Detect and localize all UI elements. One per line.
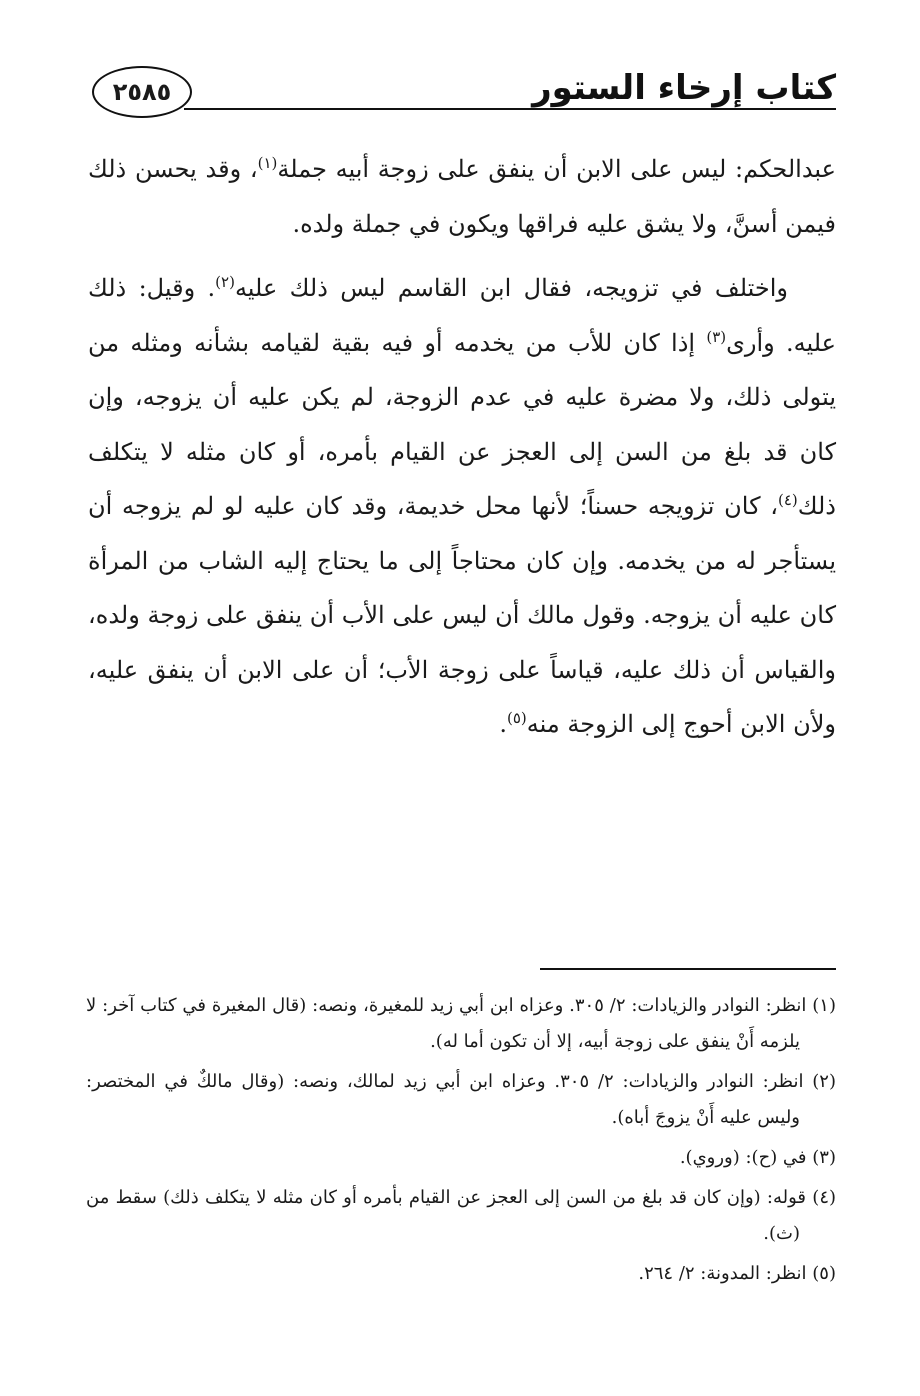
page-header	[84, 62, 836, 124]
paragraph-2	[88, 261, 836, 752]
footnote-ref-3: (٣)	[706, 327, 727, 346]
footnote-ref-4: (٤)	[777, 491, 798, 509]
page-number: ٢٥٨٥	[112, 78, 172, 106]
paragraph-2-text-d: ، كان تزويجه حسناً؛ لأنها محل خديمة، وقد كان عليه لو لم يزوجه أن يستأجر له من يخدمه. وإن كان محتاجاً إلى ما يحتاج إليه الشاب من المرأة كان عليه أن يزوجه. وقول مالك أن ليس على الأب أن ينفق على زوجة ولده، والقياس أن ذلك عليه، قياساً على زوجة الأب؛ أن على الابن أن ينفق عليه، ولأن الابن أحوج إلى الزوجة منه	[88, 492, 836, 738]
header-rule	[184, 108, 836, 110]
paragraph-2-text-c: إذا كان للأب من يخدمه أو فيه بقية لقيامه بشأنه ومثله من يتولى ذلك، ولا مضرة عليه في عدم الزوجة، لم يكن عليه أن يزوجه، وإن كان قد بلغ من السن إلى العجز عن القيام بأمره، أو كان مثله لا يتكلف ذلك	[88, 328, 836, 520]
page-number-oval	[92, 66, 192, 118]
footnote-3: (٣) في (ح): (وروي).	[679, 1147, 836, 1168]
footnote-4: (٤) قوله: (وإن كان قد بلغ من السن إلى العجز عن القيام بأمره أو كان مثله لا يتكلف ذلك) سقط من (ث).	[86, 1187, 837, 1244]
footnote-5: (٥) انظر: المدونة: ٢/ ٢٦٤.	[638, 1263, 836, 1284]
footnote-ref-1: (١)	[257, 154, 278, 172]
paragraph-1-text-a: عبدالحكم: ليس على الابن أن ينفق على زوجة أبيه جملة	[277, 155, 836, 183]
footnote-ref-2: (٢)	[215, 273, 235, 291]
paragraph-2-text-b: . وقيل: ذلك عليه. وأرى	[88, 274, 836, 357]
paragraph-2-text-e: .	[499, 710, 507, 738]
main-text	[88, 142, 836, 752]
footnote-2: (٢) انظر: النوادر والزيادات: ٢/ ٣٠٥. وعزاه ابن أبي زيد لمالك، ونصه: (وقال مالكٌ في المختصر: وليس عليه أَنْ يزوجَ أباه).	[86, 1071, 836, 1128]
paragraph-1	[88, 142, 836, 251]
paragraph-2-text-a: واختلف في تزويجه، فقال ابن القاسم ليس ذلك عليه	[234, 274, 788, 302]
footnote-separator	[540, 968, 836, 970]
footnote-ref-5: (٥)	[507, 709, 527, 727]
footnote-1: (١) انظر: النوادر والزيادات: ٢/ ٣٠٥. وعزاه ابن أبي زيد للمغيرة، ونصه: (قال المغيرة في كتاب آخر: لا يلزمه أَنْ ينفق على زوجة أبيه، إلا أن تكون أما له).	[86, 995, 836, 1052]
paragraph-1-text-b: ، وقد يحسن ذلك فيمن أسنَّ، ولا يشق عليه فراقها ويكون في جملة ولده.	[88, 155, 836, 238]
book-title: كتاب إرخاء الستور	[532, 68, 836, 108]
footnotes	[86, 988, 836, 1296]
